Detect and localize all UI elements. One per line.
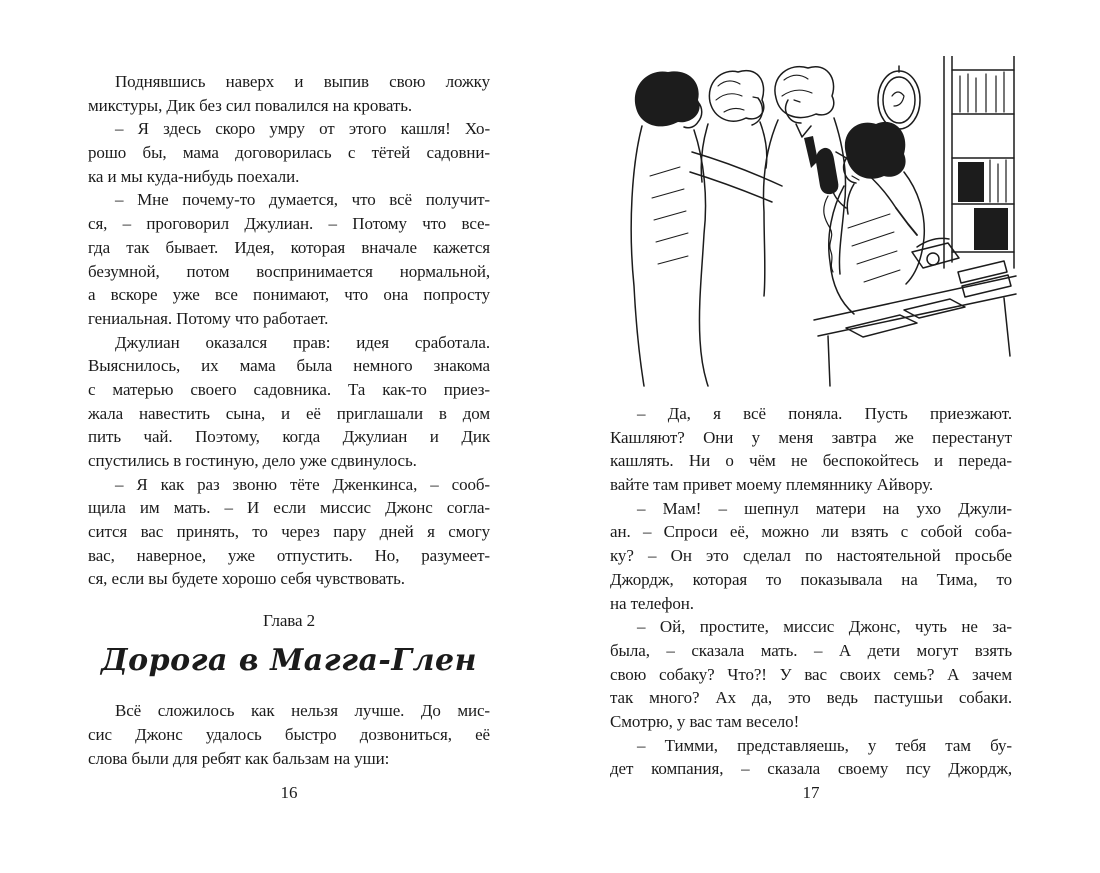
figure-girl-phone (816, 122, 924, 314)
paragraph (88, 699, 490, 770)
text-line: – Да, я всё поняла. Пусть приезжают. (637, 404, 1012, 423)
paragraph (610, 497, 1012, 615)
text-line: Выяснилось, их мама была немного знакома (88, 356, 490, 376)
text-line: Джордж, которая то показывала на Тима, то (610, 569, 1012, 589)
text-line: щила им мать. – И если миссис Джонс согла- (88, 498, 490, 518)
text-line: дет компания, – сказала своему псу Джордж, (610, 759, 1012, 779)
paragraph (610, 402, 1012, 497)
telephone-receiver-icon (816, 148, 838, 194)
paragraph (88, 70, 490, 117)
text-line: слова были для ребят как бальзам на уши: (88, 748, 390, 768)
text-line: на телефон. (610, 593, 694, 613)
paper-icon (904, 299, 965, 318)
text-line: так много? Ах да, это ведь пастушьи собаки. (610, 688, 1012, 708)
text-line: гениальная. Потому что работает. (88, 308, 329, 328)
text-line: безумной, потом воспринимается нормальной, (88, 261, 490, 281)
text-line: Всё сложилось как нельзя лучше. До мис- (115, 701, 490, 721)
paragraph (88, 117, 490, 188)
page-number-left: 16 (280, 783, 298, 802)
text-line: ка и мы куда-нибудь поехали. (88, 166, 300, 186)
left-page-paragraphs-after (88, 699, 490, 770)
text-line: жала навестить сына, и её приглашали в дом (88, 403, 490, 423)
text-line: гда так бывает. Идея, которая вначале кажется (88, 237, 490, 257)
text-line: спустились в гостиную, дело уже сдвинулось. (88, 451, 417, 470)
chapter-title: Дорога в Магга-Глен (101, 643, 477, 679)
text-line: микстуры, Дик без сил повалился на кровать. (88, 95, 413, 115)
left-page-paragraphs (88, 70, 490, 591)
text-line: сится вас принять, то через пару дней я смогу (88, 522, 490, 542)
text-line: – Мне почему-то думается, что всё получит- (115, 190, 490, 210)
text-line: а вскоре уже все понимают, что она попросту (88, 285, 490, 305)
text-line: – Я как раз звоню тёте Дженкинса, – сооб- (115, 474, 490, 494)
oval-picture-icon (878, 66, 920, 129)
text-line: Поднявшись наверх и выпив свою ложку (115, 72, 490, 91)
left-page-column (88, 70, 490, 770)
text-line: Джулиан оказался прав: идея сработала. (115, 332, 490, 352)
text-line: ку? – Он это сделал по настоятельной просьбе (610, 546, 1012, 566)
page-number-right: 17 (802, 783, 820, 802)
paper-icon (846, 315, 917, 337)
desk (814, 238, 1016, 386)
text-line: была, – сказала мать. – А дети могут взять (610, 640, 1012, 660)
text-line: вайте там привет моему племяннику Айвору. (610, 475, 934, 495)
text-line: – Тимми, представляешь, у тебя там бу- (637, 735, 1012, 755)
illustration-svg (606, 56, 1018, 388)
paragraph (88, 331, 490, 473)
text-line: пить чай. Поэтому, когда Джулиан и Дик (88, 427, 490, 447)
bookshelf-icon (944, 56, 1014, 268)
text-line: кашлять. Ни о чём не беспокойтесь и переда- (610, 451, 1012, 471)
text-line: Смотрю, у вас там весело! (610, 711, 800, 731)
text-line: ся, если вы будете хорошо себя чувствовать. (88, 569, 405, 589)
paragraph (88, 473, 490, 591)
paragraph (88, 188, 490, 330)
text-line: Кашляют? Они у меня завтра же перестанут (610, 427, 1012, 447)
illustration (606, 56, 1018, 388)
text-line: – Я здесь скоро умру от этого кашля! Хо- (115, 119, 490, 139)
paragraph (610, 734, 1012, 781)
telephone-cord-icon (824, 196, 833, 272)
text-line: ся, – проговорил Джулиан. – Потому что все- (88, 214, 490, 234)
figure-boy-pointing (764, 67, 917, 296)
text-line: сис Джонс удалось быстро дозвониться, её (88, 724, 490, 744)
text-line: ан. – Спроси её, можно ли взять с собой соба- (610, 522, 1012, 542)
text-line: с матерью своего садовника. Та как-то приез- (88, 379, 490, 399)
text-line: вас, наверное, уже отпустить. Но, разумеет- (88, 545, 490, 565)
text-line: свою собаку? Что?! У вас своих семь? А зачем (610, 664, 1012, 684)
text-line: – Ой, простите, миссис Джонс, чуть не за- (637, 617, 1012, 637)
telephone-dial-icon (927, 253, 939, 265)
text-line: рошо бы, мама договорилась с тётей садовни- (88, 143, 490, 163)
right-page-column (610, 402, 1012, 781)
chapter-label: Глава 2 (263, 611, 315, 631)
text-line: – Мам! – шепнул матери на ухо Джули- (637, 498, 1012, 518)
paragraph (610, 615, 1012, 733)
